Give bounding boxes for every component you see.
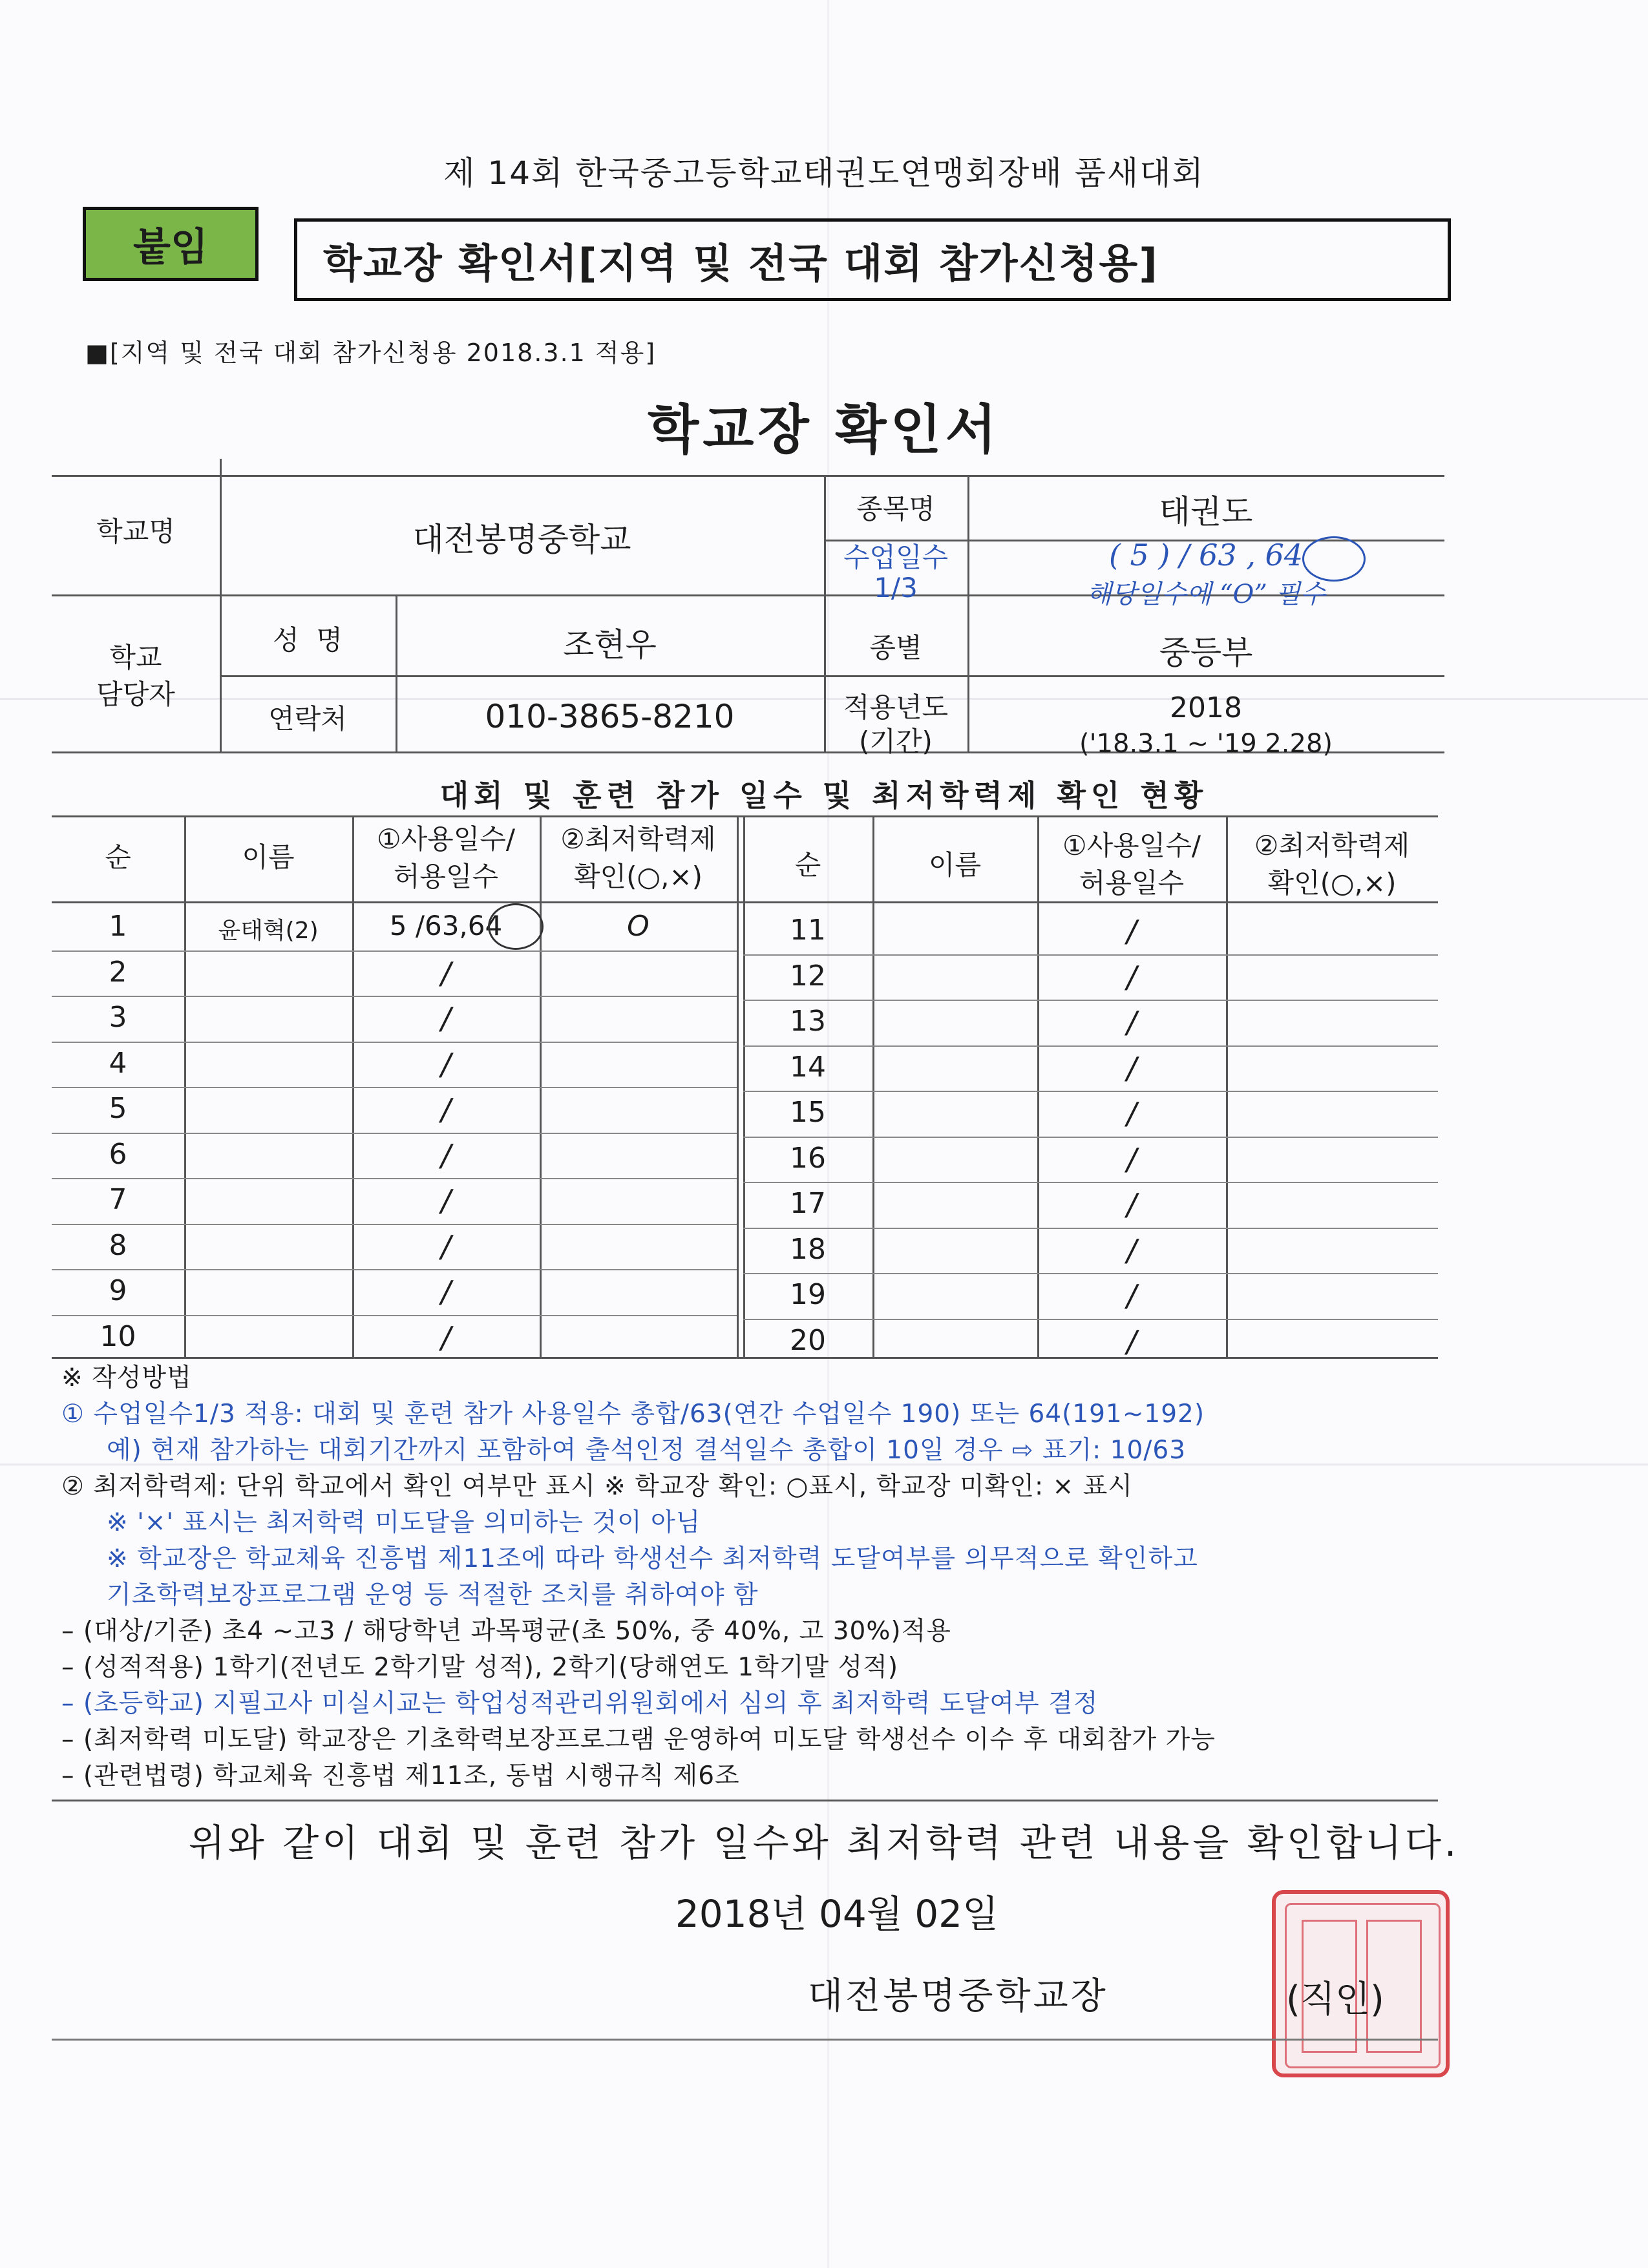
row-number: 20 (790, 1323, 826, 1357)
method-line: ② 최저학력제: 단위 학교에서 확인 여부만 표시 ※ 학교장 확인: ○표시, 학교장 미확인: × 표시 (61, 1472, 1133, 1501)
col-days: ①사용일수/ (376, 823, 516, 855)
days-used: / (441, 1001, 451, 1036)
method-line: 기초학력보장프로그램 운영 등 적절한 조치를 취하여야 함 (107, 1580, 759, 1610)
col-days-right-2: 허용일수 (1079, 867, 1185, 899)
phone-label: 연락처 (268, 703, 347, 735)
col-academic: ②최저학력제 (560, 823, 716, 855)
row-divider (52, 996, 737, 997)
row-number: 4 (109, 1046, 127, 1080)
col-academic-right: ②최저학력제 (1254, 830, 1410, 861)
days-used: / (441, 1228, 451, 1264)
main-title: 학교장 확인서 (648, 399, 1000, 461)
divider (52, 1800, 1438, 1801)
row-divider (743, 954, 1438, 956)
method-line: ① 수업일수1/3 적용: 대회 및 훈련 참가 사용일수 총합/63(연간 수업일수 190) 또는 64(191~192) (61, 1400, 1205, 1429)
event-value: 태권도 (1159, 493, 1253, 530)
row-divider (743, 1182, 1438, 1183)
row-number: 18 (790, 1232, 826, 1266)
days-used: / (441, 1092, 451, 1127)
days-used: / (1126, 1232, 1137, 1268)
phone-value: 010-3865-8210 (485, 698, 735, 735)
class-days-note: 해당일수에 “O” 필수 (1086, 580, 1326, 609)
col-name: 이름 (242, 841, 295, 873)
document-title-box: 학교장 확인서[지역 및 전국 대회 참가신청용] (294, 218, 1451, 301)
row-number: 10 (100, 1319, 136, 1353)
writing-method (61, 1360, 1600, 1794)
method-line: ※ '×' 표시는 최저학력 미도달을 의미하는 것이 아님 (107, 1508, 701, 1537)
row-divider (52, 950, 737, 952)
row-divider (743, 1228, 1438, 1229)
academic-check: O (627, 910, 650, 943)
circle-mark (488, 903, 544, 950)
method-line: ※ 학교장은 학교체육 진흥법 제11조에 따라 학생선수 최저학력 도달여부를 의무적으로 확인하고 (107, 1544, 1198, 1573)
circle-mark (1302, 536, 1366, 582)
row-divider (743, 1319, 1438, 1320)
method-line: – (최저학력 미도달) 학교장은 기초학력보장프로그램 운영하여 미도달 학생선수 이수 후 대회참가 가능 (61, 1725, 1216, 1754)
row-number: 5 (109, 1092, 127, 1125)
row-number: 7 (109, 1183, 127, 1216)
days-used: / (1126, 959, 1137, 994)
contact-person-label: 학교 (109, 642, 162, 673)
row-number: 8 (109, 1228, 127, 1262)
row-number: 16 (790, 1141, 826, 1175)
category-value: 중등부 (1159, 634, 1253, 671)
row-divider (52, 1087, 737, 1088)
class-days-fraction: 1/3 (874, 572, 918, 604)
year-label-2: (기간) (859, 726, 933, 757)
event-label: 종목명 (856, 493, 935, 525)
row-number: 19 (790, 1278, 826, 1311)
days-used: / (1126, 1323, 1137, 1359)
days-used: / (1126, 1278, 1137, 1313)
category-label: 종별 (869, 632, 922, 664)
row-number: 15 (790, 1096, 826, 1129)
row-divider (52, 1269, 737, 1270)
class-days-value: ( 5 ) / 63 , 64 (1108, 538, 1304, 572)
row-divider (743, 1091, 1438, 1092)
event-title: 제 14회 한국중고등학교태권도연맹회장배 품새대회 (443, 154, 1205, 192)
col-academic-right-2: 확인(○,×) (1267, 867, 1397, 899)
name-value: 조현우 (563, 626, 657, 664)
row-number: 3 (109, 1001, 127, 1034)
days-used: / (441, 1183, 451, 1218)
issue-date: 2018년 04월 02일 (675, 1892, 999, 1936)
col-no-right: 순 (794, 849, 821, 881)
row-number: 9 (109, 1274, 127, 1307)
method-line: – (대상/기준) 초4 ~고3 / 해당학년 과목평균(초 50%, 중 40%, 고 30%)적용 (61, 1617, 951, 1646)
principal-name: 대전봉명중학교장 (808, 1975, 1108, 2017)
col-name-right: 이름 (928, 849, 982, 881)
col-days-2: 허용일수 (393, 861, 499, 892)
row-divider (52, 1315, 737, 1316)
row-number: 12 (790, 959, 826, 992)
row-number: 2 (109, 955, 127, 989)
days-used: / (441, 1319, 451, 1355)
col-no: 순 (105, 841, 131, 873)
student-name: 윤태혁(2) (218, 918, 319, 944)
row-divider (743, 1273, 1438, 1274)
row-divider (52, 1042, 737, 1043)
row-divider (52, 1224, 737, 1225)
method-line: 예) 현재 참가하는 대회기간까지 포함하여 출석인정 결석일수 총합이 10일 경우 ⇨ 표기: 10/63 (107, 1436, 1187, 1465)
row-number: 13 (790, 1005, 826, 1038)
row-divider (743, 1000, 1438, 1001)
row-number: 11 (790, 914, 826, 947)
row-divider (743, 1137, 1438, 1138)
name-label: 성 명 (273, 624, 343, 656)
attachment-badge: 붙임 (83, 207, 259, 281)
days-used: / (1126, 1050, 1137, 1086)
row-number: 17 (790, 1187, 826, 1220)
seal-label: (직인) (1286, 1979, 1384, 2021)
col-days-right: ①사용일수/ (1062, 830, 1201, 861)
days-used: / (1126, 1096, 1137, 1131)
year-label: 적용년도 (843, 691, 949, 723)
year-period: ('18.3.1 ~ '19 2.28) (1079, 729, 1333, 759)
school-label: 학교명 (96, 516, 175, 547)
col-academic-2: 확인(○,×) (573, 861, 703, 892)
days-used: / (441, 955, 451, 991)
method-line: – (성적적용) 1학기(전년도 2학기말 성적), 2학기(당해연도 1학기말 성적) (61, 1653, 899, 1682)
method-line: – (관련법령) 학교체육 진흥법 제11조, 동법 시행규칙 제6조 (61, 1761, 740, 1790)
applies-note: ■[지역 및 전국 대회 참가신청용 2018.3.1 적용] (85, 339, 657, 367)
row-number: 1 (109, 910, 127, 943)
contact-person-label-2: 담당자 (96, 678, 175, 710)
days-used: / (1126, 1005, 1137, 1040)
participation-title: 대회 및 훈련 참가 일수 및 최저학력제 확인 현황 (439, 778, 1209, 813)
days-used: / (441, 1046, 451, 1082)
days-used: / (441, 1274, 451, 1309)
divider (52, 2039, 1438, 2041)
days-used: / (1126, 1187, 1137, 1222)
row-number: 6 (109, 1137, 127, 1171)
days-used: / (1126, 1141, 1137, 1177)
row-divider (52, 1178, 737, 1179)
method-title: ※ 작성방법 (61, 1363, 192, 1392)
row-divider (743, 1045, 1438, 1047)
class-days-label: 수업일수 (843, 541, 949, 573)
confirmation-statement: 위와 같이 대회 및 훈련 참가 일수와 최저학력 관련 내용을 확인합니다. (188, 1821, 1460, 1865)
days-used: / (1126, 914, 1137, 949)
method-line: – (초등학교) 지필고사 미실시교는 학업성적관리위원회에서 심의 후 최저학력 도달여부 결정 (61, 1689, 1099, 1718)
school-name: 대전봉명중학교 (412, 521, 631, 558)
row-divider (52, 1133, 737, 1134)
days-used: / (441, 1137, 451, 1173)
days-used: 5 /63,64 (389, 910, 503, 941)
year-value: 2018 (1170, 691, 1242, 724)
row-number: 14 (790, 1050, 826, 1084)
